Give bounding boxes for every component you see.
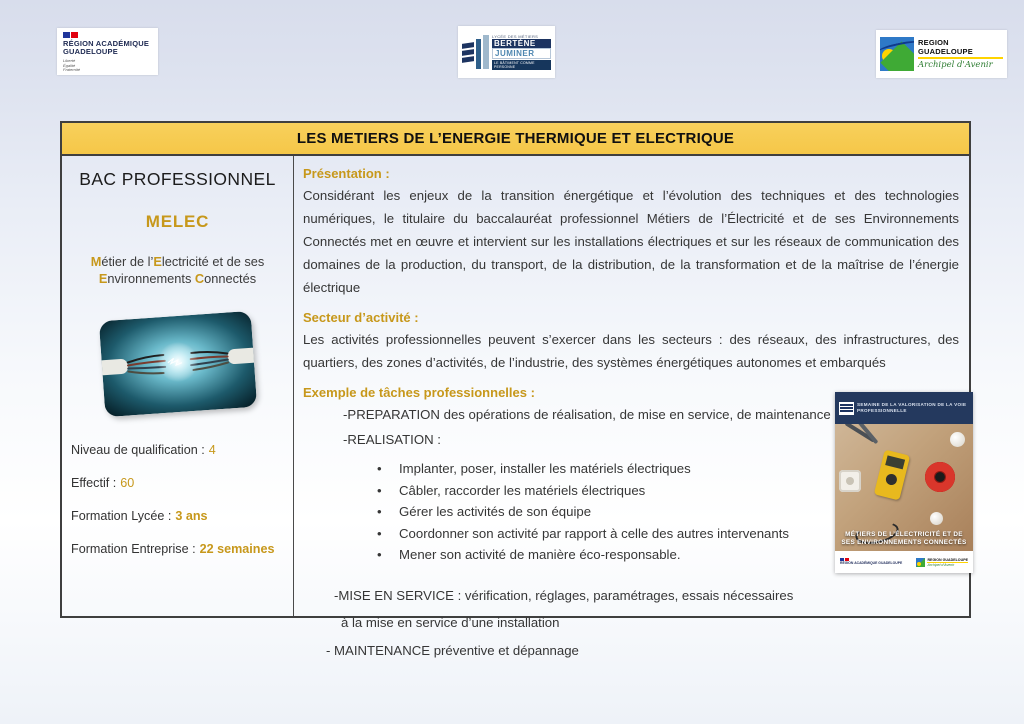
- acronym-expansion: [91, 253, 265, 287]
- diploma-acronym: MELEC: [145, 212, 210, 231]
- stat-effectif: Effectif : 60: [71, 476, 135, 490]
- light-bulb-icon: [950, 432, 965, 447]
- description-column: [294, 156, 969, 658]
- region-mini-emblem-icon: [916, 558, 925, 567]
- poster-footer: [835, 551, 973, 573]
- region-guadeloupe-emblem-icon: [880, 37, 914, 71]
- bullet-item: • Implanter, poser, installer les matériels électriques: [375, 458, 825, 480]
- bullet-item: • Gérer les activités de son équipe: [375, 501, 825, 523]
- task-realisation: -REALISATION :: [343, 432, 441, 447]
- expansion-line-2: Environnements Connectés: [98, 271, 257, 286]
- secteur-body: Les activités professionnelles peuvent s’exercer dans les secteurs : des réseaux, des infrastructures, des quartiers, des zones d’activités, de l’industrie, des systèmes énergétiques autonomes et embarqués: [303, 332, 959, 370]
- poster-tools-photo: [835, 424, 973, 551]
- bullet-item: • Mener son activité de manière éco-responsable.: [375, 544, 825, 566]
- light-bulb-icon: [930, 512, 943, 525]
- diploma-name: BAC PROFESSIONNEL: [79, 169, 276, 189]
- poster-footer-region-logo: REGION GUADELOUPE Archipel d'Avenir: [916, 558, 968, 567]
- french-flag-icon: [63, 32, 152, 38]
- task-maintenance: - MAINTENANCE préventive et dépannage: [326, 642, 579, 658]
- diploma-column: [62, 156, 294, 616]
- presentation-heading: Présentation :: [303, 166, 390, 181]
- lycee-tagline: LE BÂTIMENT COMME PERSONNE: [492, 60, 551, 70]
- region-slogan: Archipel d'Avenir: [918, 60, 993, 70]
- realisation-bullet-list: [375, 458, 825, 566]
- stat-formation-entreprise-value: 22 semaines: [199, 542, 275, 556]
- wall-socket-icon: [839, 470, 861, 492]
- melec-promo-poster: [835, 392, 973, 573]
- poster-header: [835, 392, 973, 424]
- fiche-metier-table: [60, 121, 971, 658]
- poster-footer-academie-logo: RÉGION ACADÉMIQUE GUADELOUPE: [840, 558, 902, 566]
- poster-title: MÉTIERS DE L’ÉLECTRICITÉ ET DE SES ENVIRONNEMENTS CONNECTÉS: [841, 531, 967, 546]
- title-bar: [62, 123, 969, 156]
- expansion-line-1: Métier de l’Electricité et de ses: [90, 254, 265, 269]
- multimeter-icon: [874, 450, 910, 501]
- task-mise-en-service-line1: -MISE EN SERVICE : vérification, réglages, paramétrages, essais nécessaires: [334, 587, 794, 603]
- stat-niveau-value: 4: [208, 443, 216, 457]
- motto-egalite: Égalité: [63, 62, 76, 68]
- lycee-mini-logo-icon: [839, 402, 854, 415]
- logo-region-academique: [57, 28, 158, 75]
- poster-header-text: SEMAINE DE LA VALORISATION DE LA VOIE PROFESSIONNELLE: [857, 402, 967, 413]
- logo-academie-line2: GUADELOUPE: [63, 47, 118, 56]
- logo-region-guadeloupe: [876, 30, 1007, 78]
- secteur-heading: Secteur d’activité :: [303, 310, 419, 325]
- bullet-item: • Coordonner son activité par rapport à celle des autres intervenants: [375, 523, 825, 545]
- logo-lycee-bertene-juminer: [458, 26, 555, 78]
- electrical-tape-icon: [925, 462, 955, 492]
- cable-splice-photo: [98, 311, 256, 417]
- taches-heading: Exemple de tâches professionnelles :: [303, 385, 535, 400]
- motto-liberte: Liberté: [63, 58, 76, 63]
- region-name: REGION GUADELOUPE: [918, 38, 1003, 59]
- presentation-body: Considérant les enjeux de la transition énergétique et l’évolution des techniques et des technologies numériques, le titulaire du baccalauréat professionnel Métiers de l’Électricité et de ses Environnements Connectés met en œuvre et intervient sur les installations électriques et sur les réseaux de communication des domaines de la production, du transport, de la distribution, de la transformation et de la maîtrise de l’énergie électrique: [303, 188, 959, 295]
- building-icon: [462, 35, 489, 69]
- lycee-small-text: LYCÉE DES MÉTIERS: [492, 34, 539, 39]
- bullet-item: • Câbler, raccorder les matériels électriques: [375, 480, 825, 502]
- page-title: LES METIERS DE L’ENERGIE THERMIQUE ET ELECTRIQUE: [296, 130, 735, 147]
- lycee-name2: JUMINER: [492, 48, 551, 59]
- stat-niveau: Niveau de qualification : 4: [71, 443, 216, 457]
- motto-fraternite: Fraternité: [63, 67, 81, 72]
- stat-formation-lycee-value: 3 ans: [175, 509, 208, 523]
- stats-block: [62, 443, 293, 575]
- lycee-name1: BERTÈNE: [492, 39, 551, 48]
- task-preparation: -PREPARATION des opérations de réalisation, de mise en service, de maintenance: [343, 407, 831, 422]
- logo-academie-line1: RÉGION ACADÉMIQUE: [63, 39, 150, 48]
- stat-formation-entreprise: Formation Entreprise : 22 semaines: [71, 542, 275, 556]
- task-mise-en-service-line2: à la mise en service d’une installation: [341, 614, 560, 630]
- stat-effectif-value: 60: [120, 476, 135, 490]
- stat-formation-lycee: Formation Lycée : 3 ans: [71, 509, 208, 523]
